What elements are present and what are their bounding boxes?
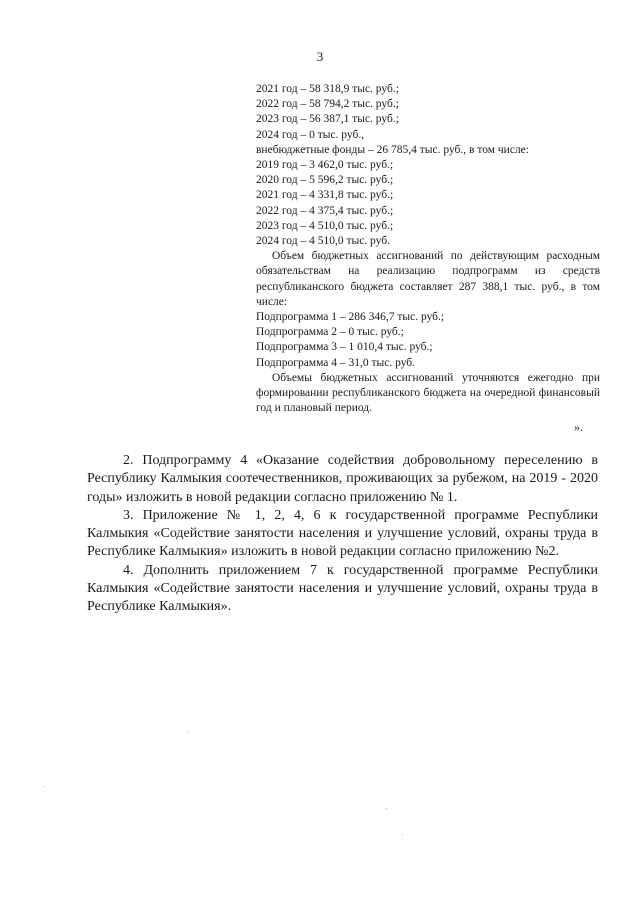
extrabudgetary-funds-line: внебюджетные фонды – 26 785,4 тыс. руб., в том числе: — [256, 143, 529, 156]
funding-line: 2023 год – 56 387,1 тыс. руб.; — [256, 113, 399, 126]
paragraph-item-3: 3. Приложение № 1, 2, 4, 6 к государственной программе Республики Калмыкия «Содействие занятости населения и улучшение условий, охраны труда в Республике Калмыкия» изложить в новой редакции согласно приложению №2. — [87, 507, 598, 560]
subprogram-line: Подпрограмма 3 – 1 010,4 тыс. руб.; — [256, 341, 433, 354]
subprogram-line: Подпрограмма 2 – 0 тыс. руб.; — [256, 326, 404, 339]
amendment-quote-block — [256, 82, 600, 416]
subprogram-line: Подпрограмма 1 – 286 346,7 тыс. руб.; — [256, 311, 445, 324]
scan-speck — [386, 808, 387, 809]
closing-quote: ». — [574, 420, 583, 434]
page-number: 3 — [316, 49, 324, 64]
budget-paragraph: Объем бюджетных ассигнований по действующим расходным обязательствам на реализацию подпрограмм из средств республиканского бюджета составляет 287 388,1 тыс. руб., в том числе: — [256, 250, 600, 308]
subprogram-line: Подпрограмма 4 – 31,0 тыс. руб. — [256, 356, 416, 369]
main-body — [87, 452, 598, 617]
funding-line: 2022 год – 58 794,2 тыс. руб.; — [256, 98, 399, 111]
funding-line: 2023 год – 4 510,0 тыс. руб.; — [256, 219, 394, 232]
paragraph-item-4: 4. Дополнить приложением 7 к государственной программе Республики Калмыкия «Содействие занятости населения и улучшение условий, охраны труда в Республике Калмыкия». — [87, 562, 598, 615]
funding-line: 2019 год – 3 462,0 тыс. руб.; — [256, 159, 394, 172]
refinement-paragraph: Объемы бюджетных ассигнований уточняются ежегодно при формировании республиканского бюджета на очередной финансовый год и плановый период. — [256, 371, 600, 415]
funding-line: 2024 год – 0 тыс. руб., — [256, 128, 365, 141]
scan-speck — [402, 834, 403, 835]
funding-line: 2020 год – 5 596,2 тыс. руб.; — [256, 174, 394, 187]
paragraph-item-2: 2. Подпрограмму 4 «Оказание содействия добровольному переселению в Республику Калмыкия соотечественников, проживающих за рубежом, на 2019 - 2020 годы» изложить в новой редакции согласно приложению № 1. — [87, 453, 598, 505]
funding-line: 2021 год – 4 331,8 тыс. руб.; — [256, 189, 394, 202]
funding-line: 2024 год – 4 510,0 тыс. руб. — [256, 235, 390, 248]
funding-line: 2022 год – 4 375,4 тыс. руб.; — [256, 204, 394, 217]
funding-line: 2021 год – 58 318,9 тыс. руб.; — [256, 83, 399, 95]
scan-speck — [188, 732, 189, 733]
scan-speck — [44, 786, 45, 787]
